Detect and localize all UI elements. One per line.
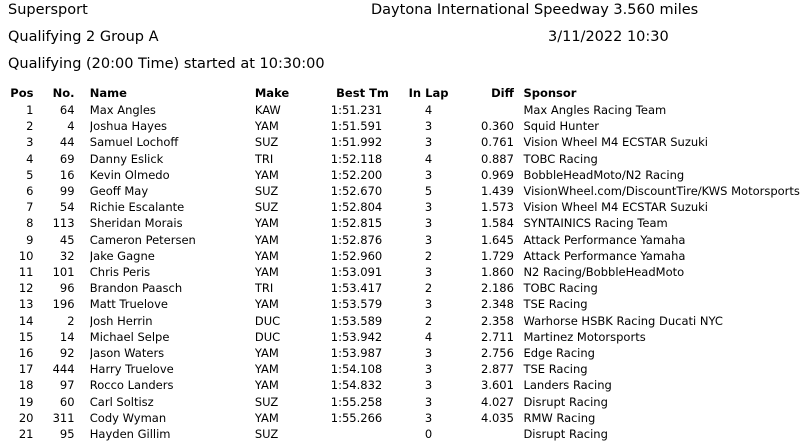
cell-spacer	[514, 183, 524, 199]
cell-spacer	[298, 134, 330, 150]
cell-in-lap: 4	[424, 151, 433, 166]
cell-spacer	[514, 264, 524, 280]
cell-pos: 3	[26, 135, 34, 150]
cell-spacer	[75, 215, 90, 231]
cell-number: 92	[59, 346, 75, 361]
cell-spacer	[298, 215, 330, 231]
cell-best-time: 1:55.258	[330, 394, 383, 409]
cell-spacer	[75, 377, 90, 393]
cell-spacer	[514, 134, 524, 150]
cell-in-lap: 3	[424, 167, 433, 182]
table-row	[0, 394, 800, 410]
cell-make: YAM	[254, 410, 279, 425]
cell-make: KAW	[254, 103, 281, 117]
cell-in-lap: 2	[424, 281, 433, 296]
cell-make: YAM	[254, 232, 279, 247]
cell-best-time: 1:52.804	[330, 200, 383, 215]
cell-diff: 4.035	[481, 410, 514, 425]
cell-diff: 0.887	[481, 151, 514, 166]
cell-diff: 3.601	[481, 378, 514, 393]
cell-spacer	[298, 345, 330, 361]
col-lap-header: In Lap	[408, 86, 449, 100]
cell-spacer	[75, 296, 90, 312]
cell-best-time: 1:52.670	[330, 184, 383, 199]
cell-number: 16	[59, 167, 75, 182]
cell-spacer	[75, 248, 90, 264]
cell-pos: 1	[26, 103, 34, 117]
cell-pos: 17	[18, 362, 34, 377]
cell-make: SUZ	[254, 394, 279, 409]
cell-in-lap: 0	[424, 427, 433, 442]
col-pos-header: Pos	[10, 86, 34, 100]
cell-spacer	[514, 296, 524, 312]
cell-make: SUZ	[254, 184, 279, 199]
cell-sponsor: Martinez Motorsports	[523, 329, 646, 344]
col-spacer	[514, 84, 524, 102]
cell-spacer	[514, 313, 524, 329]
cell-rider-name: Richie Escalante	[89, 200, 185, 215]
results-table	[0, 84, 800, 442]
cell-spacer	[75, 410, 90, 426]
cell-spacer	[75, 280, 90, 296]
cell-spacer	[75, 264, 90, 280]
session-datetime: 3/11/2022 10:30	[548, 29, 669, 45]
cell-diff: 1.645	[481, 232, 514, 247]
cell-spacer	[298, 280, 330, 296]
cell-spacer	[298, 248, 330, 264]
cell-best-time: 1:53.417	[330, 281, 383, 296]
cell-pos: 10	[18, 248, 34, 263]
cell-diff: 2.358	[481, 313, 514, 328]
cell-rider-name: Jake Gagne	[89, 248, 155, 263]
cell-rider-name: Michael Selpe	[89, 329, 170, 344]
cell-pos: 19	[18, 394, 34, 409]
cell-pos: 14	[18, 313, 34, 328]
cell-pos: 12	[18, 281, 34, 296]
table-row	[0, 151, 800, 167]
cell-make: YAM	[254, 346, 279, 361]
cell-number: 444	[52, 362, 75, 377]
cell-number: 196	[52, 297, 75, 312]
cell-diff: 2.186	[481, 281, 514, 296]
cell-pos: 16	[18, 346, 34, 361]
cell-sponsor: TSE Racing	[523, 362, 588, 377]
cell-sponsor: Warhorse HSBK Racing Ducati NYC	[523, 313, 723, 328]
cell-rider-name: Josh Herrin	[89, 313, 153, 328]
cell-spacer	[298, 394, 330, 410]
cell-make: DUC	[254, 313, 281, 328]
cell-sponsor: TOBC Racing	[523, 281, 598, 296]
cell-sponsor: Attack Performance Yamaha	[523, 232, 686, 247]
cell-spacer	[75, 426, 90, 442]
cell-sponsor: Squid Hunter	[523, 119, 600, 134]
table-row	[0, 361, 800, 377]
cell-pos: 2	[26, 119, 34, 134]
cell-diff: 0.969	[481, 167, 514, 182]
cell-in-lap: 4	[424, 103, 433, 117]
col-sponsor-header: Sponsor	[523, 86, 577, 100]
cell-best-time: 1:52.876	[330, 232, 383, 247]
cell-pos: 15	[18, 329, 34, 344]
table-row	[0, 199, 800, 215]
table-row	[0, 215, 800, 231]
cell-diff: 2.711	[481, 329, 514, 344]
cell-pos: 20	[18, 410, 34, 425]
cell-spacer	[75, 102, 90, 118]
cell-spacer	[514, 345, 524, 361]
cell-diff: 0.761	[481, 135, 514, 150]
cell-spacer	[298, 377, 330, 393]
cell-sponsor: RMW Racing	[523, 410, 596, 425]
cell-diff: 2.756	[481, 346, 514, 361]
cell-in-lap: 3	[424, 265, 433, 280]
cell-pos: 13	[18, 297, 34, 312]
cell-best-time: 1:51.231	[330, 103, 383, 117]
table-header-row	[0, 84, 800, 102]
cell-pos: 7	[26, 200, 34, 215]
track-title: Daytona International Speedway 3.560 miles	[371, 2, 699, 18]
cell-number: 311	[52, 410, 75, 425]
cell-best-time: 1:52.815	[330, 216, 383, 231]
cell-number: 45	[59, 232, 75, 247]
cell-pos: 8	[26, 216, 34, 231]
cell-make: SUZ	[254, 200, 279, 215]
cell-best-time: 1:52.200	[330, 167, 383, 182]
cell-sponsor: Disrupt Racing	[523, 394, 608, 409]
table-row	[0, 410, 800, 426]
cell-spacer	[75, 183, 90, 199]
cell-spacer	[298, 426, 330, 442]
cell-spacer	[514, 167, 524, 183]
cell-in-lap: 3	[424, 378, 433, 393]
cell-sponsor: SYNTAINICS Racing Team	[523, 216, 668, 231]
cell-rider-name: Danny Eslick	[89, 151, 164, 166]
cell-rider-name: Kevin Olmedo	[89, 167, 170, 182]
cell-sponsor: BobbleHeadMoto/N2 Racing	[523, 167, 685, 182]
cell-pos: 21	[18, 427, 34, 442]
cell-make: YAM	[254, 216, 279, 231]
cell-spacer	[298, 264, 330, 280]
cell-spacer	[298, 232, 330, 248]
cell-number: 14	[59, 329, 75, 344]
col-spacer	[298, 84, 330, 102]
col-no-header: No.	[52, 86, 75, 100]
cell-in-lap: 3	[424, 362, 433, 377]
cell-spacer	[75, 167, 90, 183]
cell-pos: 9	[26, 232, 34, 247]
cell-best-time: 1:53.942	[330, 329, 383, 344]
col-make-header: Make	[254, 86, 290, 100]
cell-make: YAM	[254, 119, 279, 134]
table-row	[0, 134, 800, 150]
table-row	[0, 264, 800, 280]
cell-rider-name: Hayden Gillim	[89, 427, 171, 442]
cell-make: YAM	[254, 248, 279, 263]
table-row	[0, 167, 800, 183]
cell-rider-name: Chris Peris	[89, 265, 151, 280]
cell-spacer	[514, 199, 524, 215]
cell-number: 54	[59, 200, 75, 215]
cell-in-lap: 5	[424, 184, 433, 199]
table-row	[0, 426, 800, 442]
cell-spacer	[75, 118, 90, 134]
cell-rider-name: Joshua Hayes	[89, 119, 168, 134]
cell-spacer	[514, 426, 524, 442]
session-start-note: Qualifying (20:00 Time) started at 10:30:00	[8, 56, 325, 72]
cell-spacer	[298, 151, 330, 167]
cell-spacer	[514, 329, 524, 345]
cell-diff: 2.877	[481, 362, 514, 377]
cell-rider-name: Cameron Petersen	[89, 232, 196, 247]
cell-number: 99	[59, 184, 75, 199]
cell-spacer	[75, 151, 90, 167]
cell-in-lap: 3	[424, 346, 433, 361]
table-row	[0, 102, 800, 118]
table-row	[0, 248, 800, 264]
cell-in-lap: 4	[424, 329, 433, 344]
cell-in-lap: 3	[424, 119, 433, 134]
cell-make: SUZ	[254, 135, 279, 150]
cell-best-time: 1:55.266	[330, 410, 383, 425]
cell-number: 2	[67, 313, 75, 328]
cell-spacer	[514, 361, 524, 377]
cell-sponsor: Max Angles Racing Team	[523, 103, 667, 117]
col-best-header: Best Tm	[336, 86, 389, 100]
cell-number: 60	[59, 394, 75, 409]
cell-pos: 4	[26, 151, 34, 166]
cell-diff: 1.584	[481, 216, 514, 231]
cell-rider-name: Jason Waters	[89, 346, 165, 361]
table-row	[0, 345, 800, 361]
cell-sponsor: VisionWheel.com/DiscountTire/KWS Motorsports	[523, 184, 800, 199]
cell-spacer	[298, 296, 330, 312]
table-row	[0, 183, 800, 199]
cell-spacer	[298, 329, 330, 345]
cell-best-time: 1:53.579	[330, 297, 383, 312]
cell-in-lap: 3	[424, 135, 433, 150]
col-name-header: Name	[89, 86, 127, 100]
cell-spacer	[514, 215, 524, 231]
cell-diff: 1.573	[481, 200, 514, 215]
cell-number: 32	[59, 248, 75, 263]
cell-diff: 1.860	[481, 265, 514, 280]
cell-spacer	[75, 394, 90, 410]
cell-diff: 1.729	[481, 248, 514, 263]
cell-best-time	[331, 426, 394, 442]
cell-number: 64	[59, 103, 75, 117]
cell-in-lap: 3	[424, 410, 433, 425]
cell-best-time: 1:54.108	[330, 362, 383, 377]
cell-spacer	[75, 345, 90, 361]
table-row	[0, 296, 800, 312]
cell-in-lap: 3	[424, 394, 433, 409]
cell-number: 101	[52, 265, 75, 280]
cell-make: TRI	[254, 151, 274, 166]
cell-diff: 2.348	[481, 297, 514, 312]
cell-number: 4	[67, 119, 75, 134]
table-row	[0, 280, 800, 296]
cell-number: 96	[59, 281, 75, 296]
cell-spacer	[298, 118, 330, 134]
cell-best-time: 1:51.591	[330, 119, 383, 134]
cell-diff	[463, 102, 514, 118]
cell-spacer	[514, 280, 524, 296]
table-row	[0, 377, 800, 393]
cell-make: TRI	[254, 281, 274, 296]
cell-sponsor: Attack Performance Yamaha	[523, 248, 686, 263]
session-title: Qualifying 2 Group A	[8, 29, 159, 45]
cell-best-time: 1:54.832	[330, 378, 383, 393]
cell-best-time: 1:52.118	[330, 151, 383, 166]
cell-rider-name: Sheridan Morais	[89, 216, 183, 231]
cell-make: YAM	[254, 362, 279, 377]
cell-rider-name: Matt Truelove	[89, 297, 168, 312]
cell-sponsor: Landers Racing	[523, 378, 612, 393]
cell-make: YAM	[254, 297, 279, 312]
cell-in-lap: 2	[424, 313, 433, 328]
cell-spacer	[514, 232, 524, 248]
cell-spacer	[514, 394, 524, 410]
cell-pos: 5	[26, 167, 34, 182]
cell-spacer	[298, 183, 330, 199]
cell-pos: 11	[18, 265, 34, 280]
cell-number: 44	[59, 135, 75, 150]
class-title: Supersport	[8, 2, 88, 18]
cell-in-lap: 3	[424, 200, 433, 215]
cell-spacer	[514, 118, 524, 134]
cell-spacer	[514, 377, 524, 393]
cell-best-time: 1:51.992	[330, 135, 383, 150]
cell-rider-name: Carl Soltisz	[89, 394, 154, 409]
cell-diff: 0.360	[481, 119, 514, 134]
cell-sponsor: TSE Racing	[523, 297, 588, 312]
cell-best-time: 1:52.960	[330, 248, 383, 263]
cell-sponsor: TOBC Racing	[523, 151, 598, 166]
cell-spacer	[514, 410, 524, 426]
cell-number: 113	[52, 216, 75, 231]
cell-rider-name: Harry Truelove	[89, 362, 174, 377]
cell-rider-name: Brandon Paasch	[89, 281, 183, 296]
cell-spacer	[75, 232, 90, 248]
cell-spacer	[75, 199, 90, 215]
cell-diff	[463, 426, 514, 442]
cell-sponsor: Vision Wheel M4 ECSTAR Suzuki	[523, 135, 708, 150]
table-row	[0, 313, 800, 329]
cell-sponsor: Vision Wheel M4 ECSTAR Suzuki	[523, 200, 708, 215]
cell-spacer	[298, 313, 330, 329]
cell-rider-name: Samuel Lochoff	[89, 135, 179, 150]
cell-make: DUC	[254, 329, 281, 344]
cell-spacer	[514, 151, 524, 167]
cell-rider-name: Geoff May	[89, 184, 149, 199]
cell-spacer	[298, 410, 330, 426]
cell-best-time: 1:53.589	[330, 313, 383, 328]
cell-spacer	[75, 313, 90, 329]
cell-in-lap: 3	[424, 232, 433, 247]
cell-number: 97	[59, 378, 75, 393]
cell-spacer	[298, 199, 330, 215]
cell-spacer	[298, 102, 330, 118]
cell-spacer	[298, 361, 330, 377]
cell-number: 95	[59, 427, 75, 442]
cell-in-lap: 2	[424, 248, 433, 263]
cell-in-lap: 3	[424, 216, 433, 231]
cell-diff: 1.439	[481, 184, 514, 199]
cell-make: YAM	[254, 265, 279, 280]
cell-make: SUZ	[254, 427, 279, 442]
cell-spacer	[514, 102, 524, 118]
table-row	[0, 329, 800, 345]
cell-pos: 6	[26, 184, 34, 199]
cell-sponsor: Edge Racing	[523, 346, 595, 361]
cell-pos: 18	[18, 378, 34, 393]
cell-sponsor: N2 Racing/BobbleHeadMoto	[523, 265, 685, 280]
cell-rider-name: Cody Wyman	[89, 410, 167, 425]
cell-spacer	[298, 167, 330, 183]
cell-sponsor: Disrupt Racing	[523, 427, 608, 442]
cell-spacer	[75, 134, 90, 150]
cell-best-time: 1:53.091	[330, 265, 383, 280]
col-spacer	[75, 84, 90, 102]
cell-rider-name: Max Angles	[89, 103, 156, 117]
col-diff-header: Diff	[491, 86, 514, 100]
cell-spacer	[75, 329, 90, 345]
cell-number: 69	[59, 151, 75, 166]
cell-spacer	[514, 248, 524, 264]
cell-spacer	[75, 361, 90, 377]
cell-make: YAM	[254, 167, 279, 182]
cell-in-lap: 3	[424, 297, 433, 312]
table-row	[0, 118, 800, 134]
cell-diff: 4.027	[481, 394, 514, 409]
table-row	[0, 232, 800, 248]
cell-rider-name: Rocco Landers	[89, 378, 174, 393]
cell-best-time: 1:53.987	[330, 346, 383, 361]
cell-make: YAM	[254, 378, 279, 393]
